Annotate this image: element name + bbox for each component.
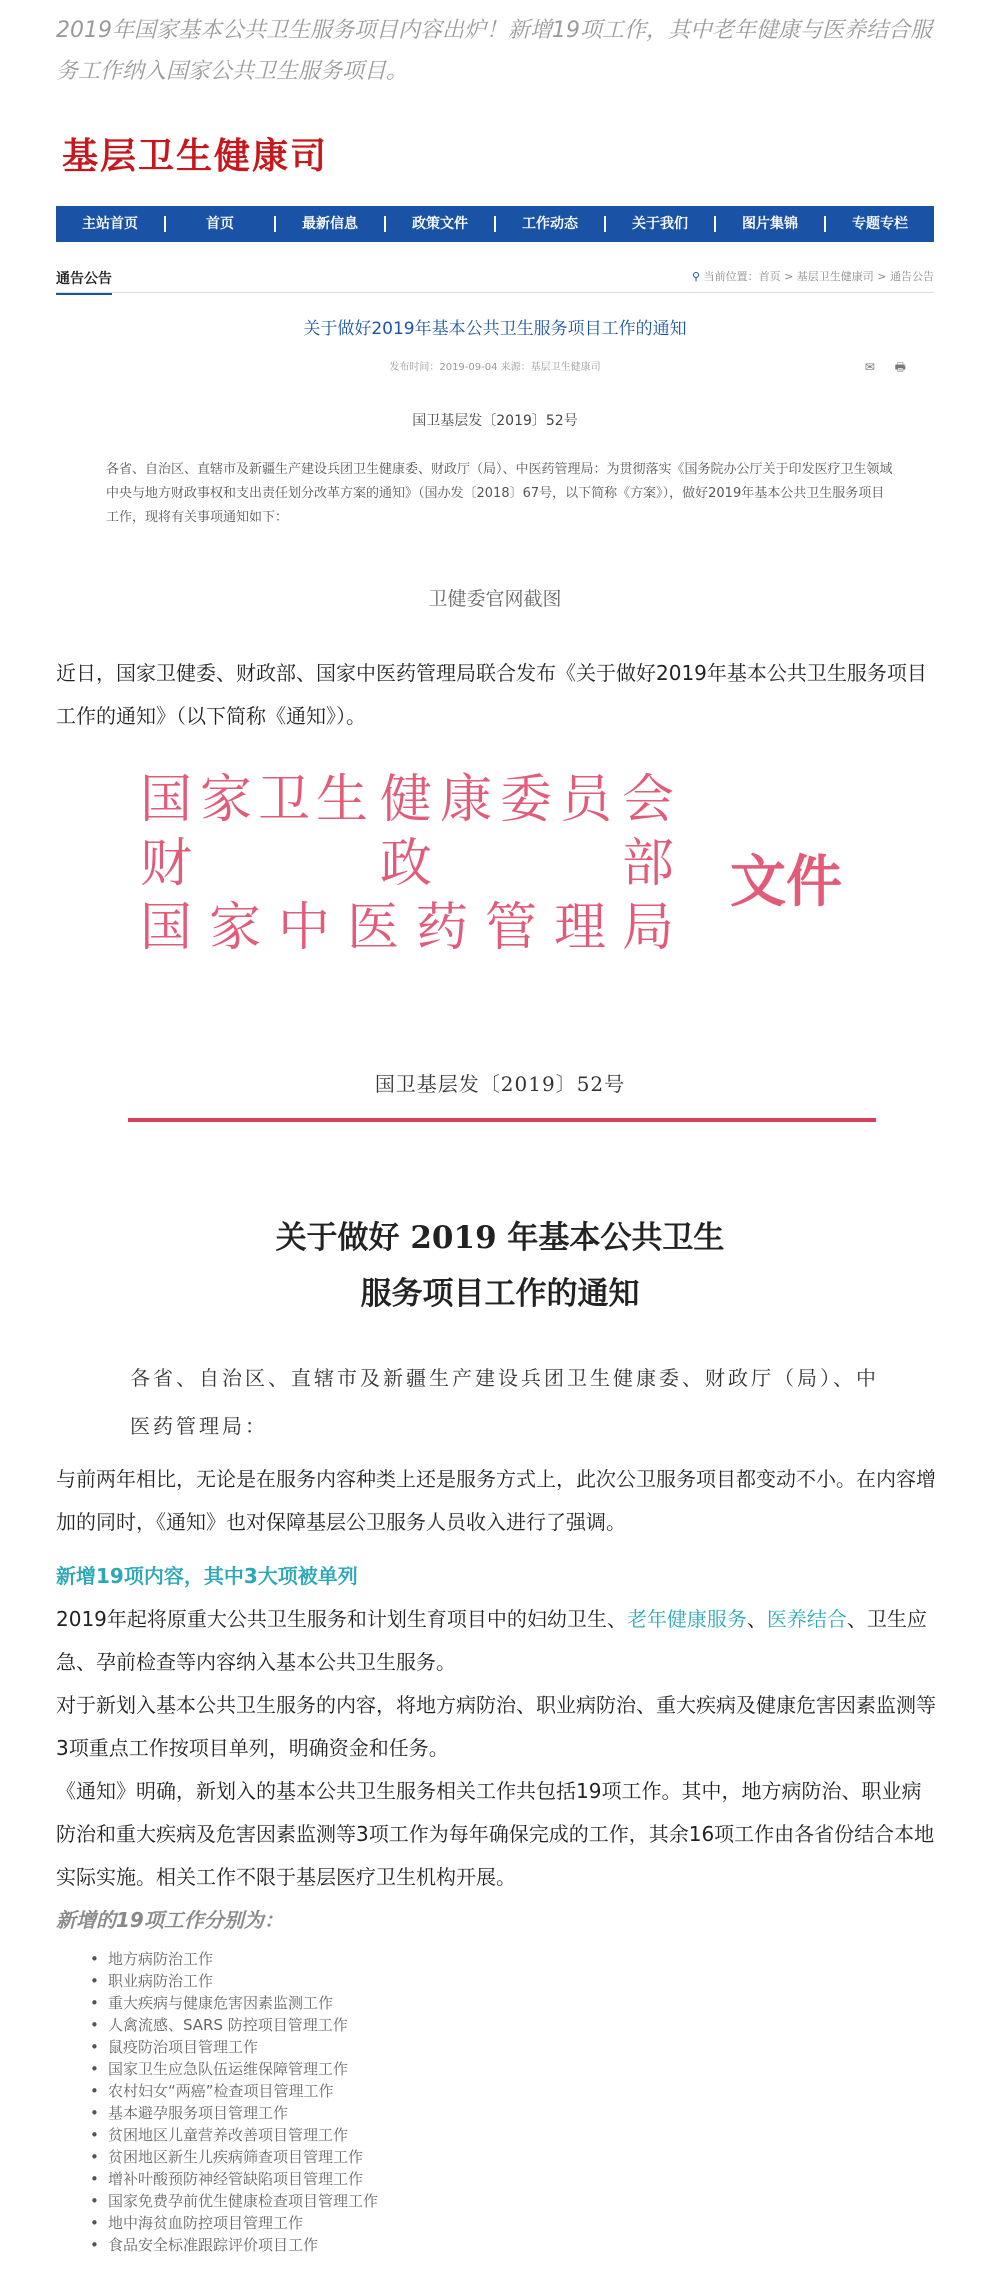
section-heading: 新增19项内容，其中3大项被单列 bbox=[56, 1564, 358, 1588]
list-item: • 地方病防治工作 bbox=[90, 1948, 378, 1970]
nav-item-about[interactable]: 关于我们 bbox=[606, 216, 716, 232]
paragraph-separate-items: 对于新划入基本公共卫生服务的内容，将地方病防治、职业病防治、重大疾病及健康危害因素监测等3项重点工作按项目单列，明确资金和任务。 bbox=[56, 1693, 936, 1760]
image-caption: 卫健委官网截图 bbox=[428, 588, 562, 610]
header-char: 国 bbox=[140, 770, 193, 830]
header-char: 会 bbox=[622, 770, 675, 830]
header-char: 家 bbox=[200, 770, 253, 830]
share-icons[interactable]: ✉ 🖶 bbox=[864, 360, 914, 374]
header-char: 中 bbox=[278, 898, 331, 958]
new-items-list bbox=[90, 1948, 378, 2256]
document-salutation: 各省、自治区、直辖市及新疆生产建设兵团卫生健康委、财政厅（局）、中医药管理局： bbox=[130, 1366, 879, 1438]
document-title-line-2: 服务项目工作的通知 bbox=[360, 1276, 640, 1312]
list-item: • 人禽流感、SARS 防控项目管理工作 bbox=[90, 2014, 378, 2036]
list-item: • 基本避孕服务项目管理工作 bbox=[90, 2102, 378, 2124]
paragraph-new-items bbox=[56, 1598, 936, 1684]
list-item: • 国家卫生应急队伍运维保障管理工作 bbox=[90, 2058, 378, 2080]
breadcrumb-text: 当前位置：首页 > 基层卫生健康司 > 通告公告 bbox=[703, 270, 934, 283]
document-title-line-1: 关于做好 2019 年基本公共卫生 bbox=[275, 1220, 725, 1256]
nav-item-home[interactable]: 首页 bbox=[166, 216, 276, 232]
list-item: • 贫困地区新生儿疾病筛查项目管理工作 bbox=[90, 2146, 378, 2168]
header-char: 卫 bbox=[258, 770, 311, 830]
list-item: • 农村妇女“两癌”检查项目管理工作 bbox=[90, 2080, 378, 2102]
link-medical-care-integration[interactable]: 医养结合 bbox=[766, 1607, 847, 1631]
location-pin-icon: ⚲ bbox=[692, 270, 701, 283]
text-span: 、 bbox=[746, 1607, 767, 1631]
nav-item-main-home[interactable]: 主站首页 bbox=[56, 216, 166, 232]
list-heading: 新增的19项工作分别为： bbox=[56, 1908, 284, 1932]
header-char: 生 bbox=[316, 770, 369, 830]
site-navbar bbox=[56, 206, 934, 242]
red-header-document bbox=[140, 768, 880, 960]
header-char: 员 bbox=[560, 770, 613, 830]
paragraph-intro: 近日，国家卫健委、财政部、国家中医药管理局联合发布《关于做好2019年基本公共卫生服务项目工作的通知》（以下简称《通知》）。 bbox=[56, 661, 927, 728]
list-item: • 职业病防治工作 bbox=[90, 1970, 378, 1992]
header-char: 康 bbox=[440, 770, 493, 830]
paragraph-19-items: 《通知》明确，新划入的基本公共卫生服务相关工作共包括19项工作。其中，地方病防治、职业病防治和重大疾病及危害因素监测等3项工作为每年确保完成的工作，其余16项工作由各省份结合本地实际实施。相关工作不限于基层医疗卫生机构开展。 bbox=[56, 1779, 935, 1889]
list-item: • 国家免费孕前优生健康检查项目管理工作 bbox=[90, 2190, 378, 2212]
link-elderly-health[interactable]: 老年健康服务 bbox=[626, 1607, 747, 1631]
header-suffix: 文件 bbox=[730, 849, 842, 915]
header-char: 药 bbox=[416, 898, 469, 958]
red-rule bbox=[128, 1118, 876, 1122]
header-char: 委 bbox=[500, 770, 553, 830]
divider bbox=[56, 292, 934, 293]
nav-item-latest[interactable]: 最新信息 bbox=[276, 216, 386, 232]
breadcrumb bbox=[692, 268, 934, 284]
header-char: 财 bbox=[140, 834, 193, 894]
site-title: 基层卫生健康司 bbox=[62, 135, 329, 177]
list-item: • 地中海贫血防控项目管理工作 bbox=[90, 2212, 378, 2234]
document-title bbox=[0, 1210, 1000, 1322]
notice-body: 各省、自治区、直辖市及新疆生产建设兵团卫生健康委、财政厅（局）、中医药管理局：为贯彻落实《国务院办公厅关于印发医疗卫生领域中央与地方财政事权和支出责任划分改革方案的通知》（国办发〔2018〕67号，以下简称《方案》），做好2019年基本公共卫生服务项目工作，现将有关事项通知如下： bbox=[106, 462, 893, 525]
section-label: 通告公告 bbox=[56, 268, 112, 295]
nav-item-gallery[interactable]: 图片集锦 bbox=[716, 216, 826, 232]
document-number: 国卫基层发〔2019〕52号 bbox=[374, 1072, 626, 1096]
list-item: • 增补叶酸预防神经管缺陷项目管理工作 bbox=[90, 2168, 378, 2190]
notice-title: 关于做好2019年基本公共卫生服务项目工作的通知 bbox=[303, 319, 687, 339]
header-char: 政 bbox=[380, 834, 433, 894]
header-char: 国 bbox=[140, 898, 193, 958]
header-char: 管 bbox=[485, 898, 538, 958]
header-char: 家 bbox=[209, 898, 262, 958]
list-item: • 食品安全标准跟踪评价项目工作 bbox=[90, 2234, 378, 2256]
header-char: 部 bbox=[622, 834, 675, 894]
header-char: 健 bbox=[380, 770, 433, 830]
list-item: • 重大疾病与健康危害因素监测工作 bbox=[90, 1992, 378, 2014]
text-span: 、卫生应急、孕前检查等内容纳入基本公共卫生服务。 bbox=[56, 1607, 927, 1674]
notice-doc-number: 国卫基层发〔2019〕52号 bbox=[412, 413, 578, 429]
text-span: 2019年起将原重大公共卫生服务和计划生育项目中的妇幼卫生、 bbox=[56, 1607, 627, 1631]
list-item: • 鼠疫防治项目管理工作 bbox=[90, 2036, 378, 2058]
red-header-row-1 bbox=[140, 768, 880, 832]
header-char: 局 bbox=[622, 898, 675, 958]
article-headline: 2019年国家基本公共卫生服务项目内容出炉！新增19项工作，其中老年健康与医养结合服务工作纳入国家公共卫生服务项目。 bbox=[56, 18, 932, 84]
nav-item-policy[interactable]: 政策文件 bbox=[386, 216, 496, 232]
list-item: • 贫困地区儿童营养改善项目管理工作 bbox=[90, 2124, 378, 2146]
nav-item-topics[interactable]: 专题专栏 bbox=[852, 216, 908, 232]
website-screenshot bbox=[56, 118, 934, 628]
notice-meta: 发布时间：2019-09-04 来源：基层卫生健康司 bbox=[389, 362, 601, 373]
header-char: 理 bbox=[554, 898, 607, 958]
nav-item-work[interactable]: 工作动态 bbox=[496, 216, 606, 232]
header-char: 医 bbox=[347, 898, 400, 958]
paragraph-comparison: 与前两年相比，无论是在服务内容种类上还是服务方式上，此次公卫服务项目都变动不小。在内容增加的同时，《通知》也对保障基层公卫服务人员收入进行了强调。 bbox=[56, 1467, 936, 1534]
